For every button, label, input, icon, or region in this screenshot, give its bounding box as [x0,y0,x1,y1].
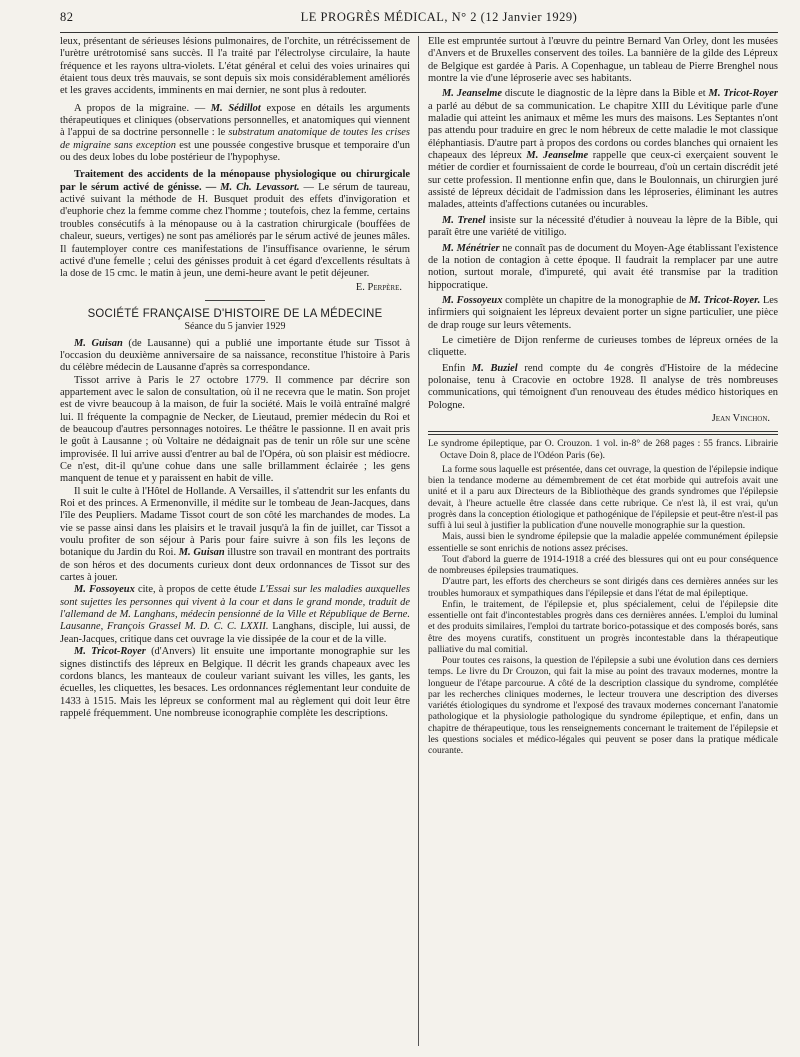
review-paragraph-1: La forme sous laquelle est présentée, dans cet ouvrage, la question de l'épilepsie indique bien la tendance moderne au démembrement de cet état morbide qui autrefois avait une unité et il a paru aux Directeurs de la Bibliothèque des grands syndromes que l'épilepsie devait, à l'heure actuelle être classée dans cette rubrique. Ce n'est là, il est vrai, qu'un progrès dans la conception étiologique et pathogénique de l'épilepsie et peut-être n'est-il pas suffi à lui seul à justifier la publication d'une nouvelle monographie sur la question. [428,464,778,532]
fossoyeux-paragraph-2 [428,295,778,332]
tricot-paragraph [60,646,410,720]
jeanselme-text-3: rappelle que ceux-ci exerçaient souvent le métier de cordier et fournissaient de corde le bourreau, d'où un certain discrédit jeté sur cette profession. Il mentionne enfin que, dans le Boulonnais, un chirurgien juré assisté de lépreux décidait de l'admission dans les léproseries, éliminant les autres malades, atteints d'affections cutanées ou incurables. [428,150,778,211]
menetrier-paragraph [428,243,778,292]
jeanselme-text-2: a parlé au début de sa communication. Le chapitre XIII du Lévitique parle d'une maladie qui atteint les animaux et même les murs des maisons. Les Septantes n'ont pas attendu pour traduire en grec le nom hébreux de cette maladie le mot classique éléphantiasis. D'autre part à propos des cordons ou cordes blanches qui ornaient les chapeaux des lépreux [428,100,778,162]
page-number: 82 [60,10,74,24]
review-paragraph-3: Tout d'abord la guerre de 1914-1918 a créé des blessures qui ont eu pour conséquence de nombreuses épilepsies traumatiques. [428,554,778,577]
running-head [60,10,778,28]
menetrier-author: M. Ménétrier [442,242,500,254]
review-separator [428,431,778,435]
tissot-paragraph-2 [60,486,410,585]
trenel-text: insiste sur la nécessité d'étudier à nouveau la lèpre de la Bible, qui paraît être une variété de vitiligo. [428,214,778,239]
guisan-text: (de Lausanne) qui a publié une importante étude sur Tissot à l'occasion du deuxième anniversaire de sa naissance, reconstitue l'histoire à Paris du célèbre médecin de Lausanne d'après sa correspondance. [60,337,411,374]
tricot-royer-author: M. Tricot-Royer [708,88,778,100]
buziel-text: rend compte du 4e congrès d'Histoire de la médecine polonaise, tenu à Cracovie en octobre 1928. Il analyse de très nombreuses communications, qui témoignent d'un renouveau des études médico historiques en Pologne. [428,362,778,411]
fossoyeux-paragraph-1 [60,584,410,646]
tricot-royer-author-2: M. Tricot-Royer. [688,294,761,306]
signature-perpere: E. Perpère. [355,281,402,293]
menetrier-text: ne connaît pas de document du Moyen-Age établissant l'existence de la notion de contagion à cette époque. Il faudrait la remplacer par une autre notion, surtout morale, d'impureté, qui avait été transmise par la tradition hippocratique. [428,242,778,291]
menopause-author: M. Ch. Levassort. [220,181,300,193]
trenel-paragraph [428,215,778,240]
buziel-lead: Enfin [442,362,472,374]
review-heading [428,439,778,462]
society-title: SOCIÉTÉ FRANÇAISE D'HISTOIRE DE LA MÉDECINE [87,305,383,320]
signature-vinchon: Jean Vinchon. [711,412,770,424]
fossoyeux-text-2: Langhans, disciple, lui aussi, de Jean-Jacques, critique dans cet ouvrage la vie dissipée de la cour et de la ville. [60,621,410,645]
tricot-author: M. Tricot-Royer [74,646,146,658]
menopause-paragraph [60,169,410,280]
book-review [428,439,778,757]
fossoyeux-2-text-1: complète un chapitre de la monographie de [502,294,689,306]
fossoyeux-author-2: M. Fossoyeux [442,294,503,306]
right-column [419,36,778,1046]
tricot-text: (d'Anvers) lit ensuite une importante monographie sur les signes distinctifs des lépreux en Belgique. Il décrit les grands chapeaux avec les cordons blancs, les manteaux de couleur variant suivant les villes, les gants, les écuelles, les cliquettes, les besaces. Les ordonnances réglementant leur conduite de 1433 à 1515. Mais les lépreux se conforment mal au règlement qui doit leur être rappelé fréquemment. Une nombreuse iconographie complète les descriptions. [60,646,410,719]
migraine-text-1: expose en détails les arguments thérapeutiques et cliniques (observations personnelles, et anatomiques qui viennent à l'appui de sa doctrine personnelle : le [60,102,410,139]
session-date: Séance du 5 janvier 1929 [184,321,286,333]
left-column [60,36,419,1046]
jeanselme-author: M. Jeanselme [442,88,502,100]
journal-title: LE PROGRÈS MÉDICAL, N° 2 (12 Janvier 1929) [300,10,578,24]
migraine-text-2: est une poussée congestive brusque et temporaire d'un ou des deux lobes du lobe postérieur de l'hypophyse. [60,139,411,164]
section-separator [205,300,265,301]
jeanselme-text-1: discute le diagnostic de la lèpre dans la Bible et [501,88,709,100]
menopause-text: — Le sérum de taureau, activé suivant la méthode de H. Busquet produit des effets d'invigoration et d'euphorie chez la femme comme chez l'homme ; toutefois, chez la femme, certains troubles consécutifs à la ménopause ou à la castration chirurgicale (bouffées de chaleur, sueurs, vertiges) ne sont pas améliorés par le sérum activé de jeunes mâles. Il fautemployer contre ces manifestations de l'insuffisance ovarienne, le sérum activé d'une femelle ; celui des génisses produit à cet égard d'excellents résultats à la dose de 15 cmc. le matin à jeun, une demi-heure avant le petit déjeuner. [60,181,410,280]
migraine-author: M. Sédillot [210,102,261,114]
continued-leprosy-paragraph: Elle est empruntée surtout à l'œuvre du peintre Bernard Van Orley, dont les musées d'Anvers et de Bruxelles conservent des toiles. La bannière de la gilde des Lépreux de Belgique est gardée à Paris. A Copenhague, un tableau de Pierre Brenghel nous montre la vie d'une léproserie avec ses habitants. [428,36,778,85]
review-heading-text: Le syndrome épileptique, par O. Crouzon. 1 vol. in-8° de 268 pages : 55 francs. Librairie Octave Doin 8, place de l'Odéon Paris (6e). [428,439,778,461]
continued-paragraph: leux, présentant de sérieuses lésions pulmonaires, de l'orchite, un rétrécissement de l'urètre urétrotomisé sans succès. Il l'a traité par l'électrolyse circulaire, la haute fréquence et les rayons ultra-violets. L'état général et celui des voies urinaires qui étaient tous deux très mauvais, se sont depuis six mois considérablement améliorés et les graves accidents, imminents en mai dernier, ne sont plus à redouter. [60,36,410,97]
buziel-author: M. Buziel [471,362,518,374]
tissot-text-a: Il suit le culte à l'Hôtel de Hollande. A Versailles, il s'attendrit sur les enfants du Roi et des princes. A Ermenonville, il médite sur le tombeau de Jean-Jacques, dans l'île des Peupliers. Madame Tissot court de son côté les marchandes de modes. La vie se passe ainsi dans les plaisirs et le travail jusqu'à la fin de juillet, car Tissot a voulu profiter de son séjour à Paris pour faire suivre à son fils les leçons de botanique du Jardin du Roi. [60,485,410,559]
jeanselme-paragraph [428,88,778,211]
buziel-paragraph [428,363,778,412]
tissot-paragraph-1: Tissot arrive à Paris le 27 octobre 1779. Il commence par décrire son appartement avec le salon de consultation, où il ne recevra que le matin. Son projet est de vivre beaucoup à la maison, de fuir la société. Mais le voilà entraîné malgré lui. Il fréquente la compagnie de Necker, de Lieutaud, premier médecin du Roi et de beaucoup d'autres personnages notoires. Le théâtre le passionne. Il en avait pris le goût à Lausanne ; où Voltaire ne dédaignait pas de tenir un rôle sur une scène improvisée. Il lui arrive aussi d'entrer au bal de l'Opéra, où son plaisir est médiocre. Ce n'est, dit-il qu'une cohue dans une salle brillamment éclairée ; les gens manquent de tenue et y paraissent en habit de ville. [60,374,410,485]
trenel-author: M. Trenel [442,214,486,226]
two-column-body [60,36,778,1046]
migraine-paragraph [60,103,410,165]
fossoyeux-author: M. Fossoyeux [74,584,135,596]
review-paragraph-5: Enfin, le traitement, de l'épilepsie et, plus spécialement, celui de l'épilepsie dite essentielle ont fait d'incontestables progrès dans ces dernières années. L'emploi du luminal et des produits similaires, l'emploi du tartrate borico-potassique et des composés borés, sans être des moyens curatifs, constituent un progrès incontestable dans la thérapeutique palliative du mal comitial. [428,599,778,655]
tissot-guisan-author: M. Guisan [178,547,225,559]
review-paragraph-4: D'autre part, les efforts des chercheurs se sont dirigés dans ces dernières années sur les troubles humoraux et sympathiques dans l'épilepsie et dans l'état de mal épileptique. [428,577,778,599]
menopause-title: Traitement des accidents de la ménopause physiologique ou chirurgicale par le sérum activé de génisse. — [60,169,410,193]
jeanselme-author-2: M. Jeanselme [526,150,589,162]
review-paragraph-2: Mais, aussi bien le syndrome épilepsie que la maladie appelée communément épilepsie essentielle se sont enrichis de notions assez précises. [428,532,778,554]
fossoyeux-text-1: cite, à propos de cette étude [134,584,260,596]
tissot-text-b: illustre son travail en montrant des portraits de son héros et des documents curieux dont deux ordonnances de Tissot sur des cartes à jouer. [60,547,411,584]
header-rule [60,32,778,33]
fossoyeux-italic: L'Essai sur les maladies auxquelles sont sujettes les personnes qui vivent à la cour et dans le grand monde, traduit de l'allemand de M. Langhans, médecin pensionné de la Ville et République de Berne. Lausanne, François Grassel M. D. C. C. LXXII. [60,584,410,633]
guisan-paragraph [60,338,410,375]
dijon-paragraph: Le cimetière de Dijon renferme de curieuses tombes de lépreux ornées de la cliquette. [428,334,778,359]
review-paragraph-6: Pour toutes ces raisons, la question de l'épilepsie a subi une évolution dans ces derniers temps. Le livre du Dr Crouzon, qui fait la mise au point des travaux modernes, montre la longueur de l'étape parcourue. A côté de la description classique du syndrome, complétée par les recherches cliniques modernes, le lecteur trouvera une description des diverses variétés étiologiques du syndrome et l'exposé des travaux modernes concernant l'anatomie pathologique et la physiologie pathologique du syndrome épileptique, et enfin, dans un chapitre de thérapeutique, tous les renseignements concernant le traitement de l'épilepsie et les questions sociales et médico-légales qui peuvent se poser dans la pratique médicale courante. [428,656,778,757]
guisan-author: M. Guisan [74,337,123,349]
migraine-italic: substratum anatomique de toutes les crises de migraine sans exception [60,127,410,151]
migraine-lead: A propos de la migraine. — [74,102,211,114]
fossoyeux-2-text-2: Les infirmiers qui soignaient les lépreux devaient porter un signe particulier, une pièce de drap rouge sur leurs vêtements. [428,294,778,331]
